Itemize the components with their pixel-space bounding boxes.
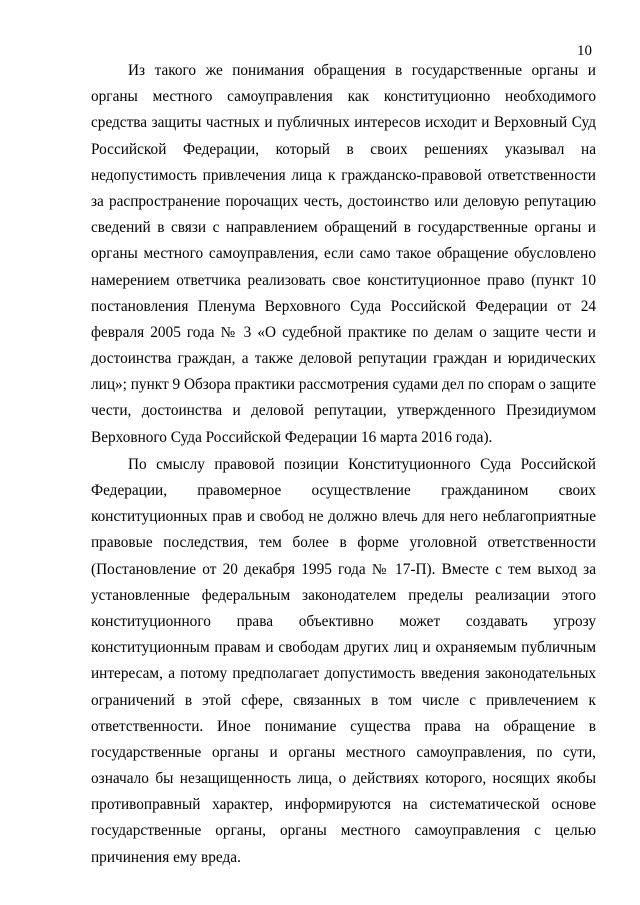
text-line: недопустимость привлечения лица к гражданско-правовой ответственности: [91, 166, 596, 184]
text-line: конституционных прав и свобод не должно влечь для него неблагоприятные: [91, 508, 596, 526]
text-line: государственные органы, органы местного самоуправления с целью: [91, 822, 596, 840]
text-line: сведений в связи с направлением обращений в государственные органы и: [91, 219, 596, 237]
text-line: конституционного права объективно может создавать угрозу: [91, 612, 596, 630]
text-line: органы местного самоуправления как конституционно необходимого: [91, 88, 596, 106]
text-line: означало бы незащищенность лица, о действиях которого, носящих якобы: [91, 770, 596, 788]
text-line: установленные федеральным законодателем пределы реализации этого: [91, 586, 596, 604]
text-line: ответственности. Иное понимание существа права на обращение в: [91, 717, 596, 735]
text-line: Федерации, правомерное осуществление гражданином своих: [91, 482, 596, 499]
text-line: интересам, а потому предполагает допустимость введения законодательных: [91, 665, 596, 683]
text-line: намерением ответчика реализовать свое конституционное право (пункт 10: [91, 271, 596, 289]
text-line: достоинства граждан, а также деловой репутации граждан и юридических: [91, 350, 596, 368]
text-line: государственные органы и органы местного самоуправления, по сути,: [91, 743, 596, 761]
text-line: ограничений в этой сфере, связанных в том числе с привлечением к: [91, 691, 596, 709]
text-line: (Постановление от 20 декабря 1995 года № 17-П). Вместе с тем выход за: [91, 560, 596, 578]
text-line: Из такого же понимания обращения в государственные органы и: [128, 62, 596, 79]
text-line: органы местного самоуправления, если само такое обращение обусловлено: [91, 245, 596, 263]
text-line: чести, достоинства и деловой репутации, утвержденного Президиумом: [91, 402, 596, 420]
text-line: причинения ему вреда.: [91, 848, 241, 866]
page-number: 10: [577, 43, 592, 59]
text-line: средства защиты частных и публичных интересов исходит и Верховный Суд: [91, 114, 596, 132]
text-line: По смыслу правовой позиции Конституционного Суда Российской: [128, 455, 596, 473]
text-line: февраля 2005 года № 3 «О судебной практике по делам о защите чести и: [91, 323, 596, 341]
document-body: [91, 58, 596, 871]
text-line: конституционным правам и свободам других лиц и охраняемым публичным: [91, 639, 596, 657]
text-line: постановления Пленума Верховного Суда Российской Федерации от 24: [91, 297, 596, 315]
text-line: правовые последствия, тем более в форме уголовной ответственности: [91, 534, 596, 552]
text-line: Российской Федерации, который в своих решениях указывал на: [91, 140, 596, 158]
text-line: противоправный характер, информируются на систематической основе: [91, 796, 596, 814]
paragraph: [91, 58, 596, 451]
text-line: Верховного Суда Российской Федерации 16 марта 2016 года).: [91, 428, 493, 446]
paragraph: [91, 452, 596, 871]
text-line: лиц»; пункт 9 Обзора практики рассмотрения судами дел по спорам о защите: [91, 376, 597, 394]
text-line: за распространение порочащих честь, достоинство или деловую репутацию: [91, 192, 596, 210]
